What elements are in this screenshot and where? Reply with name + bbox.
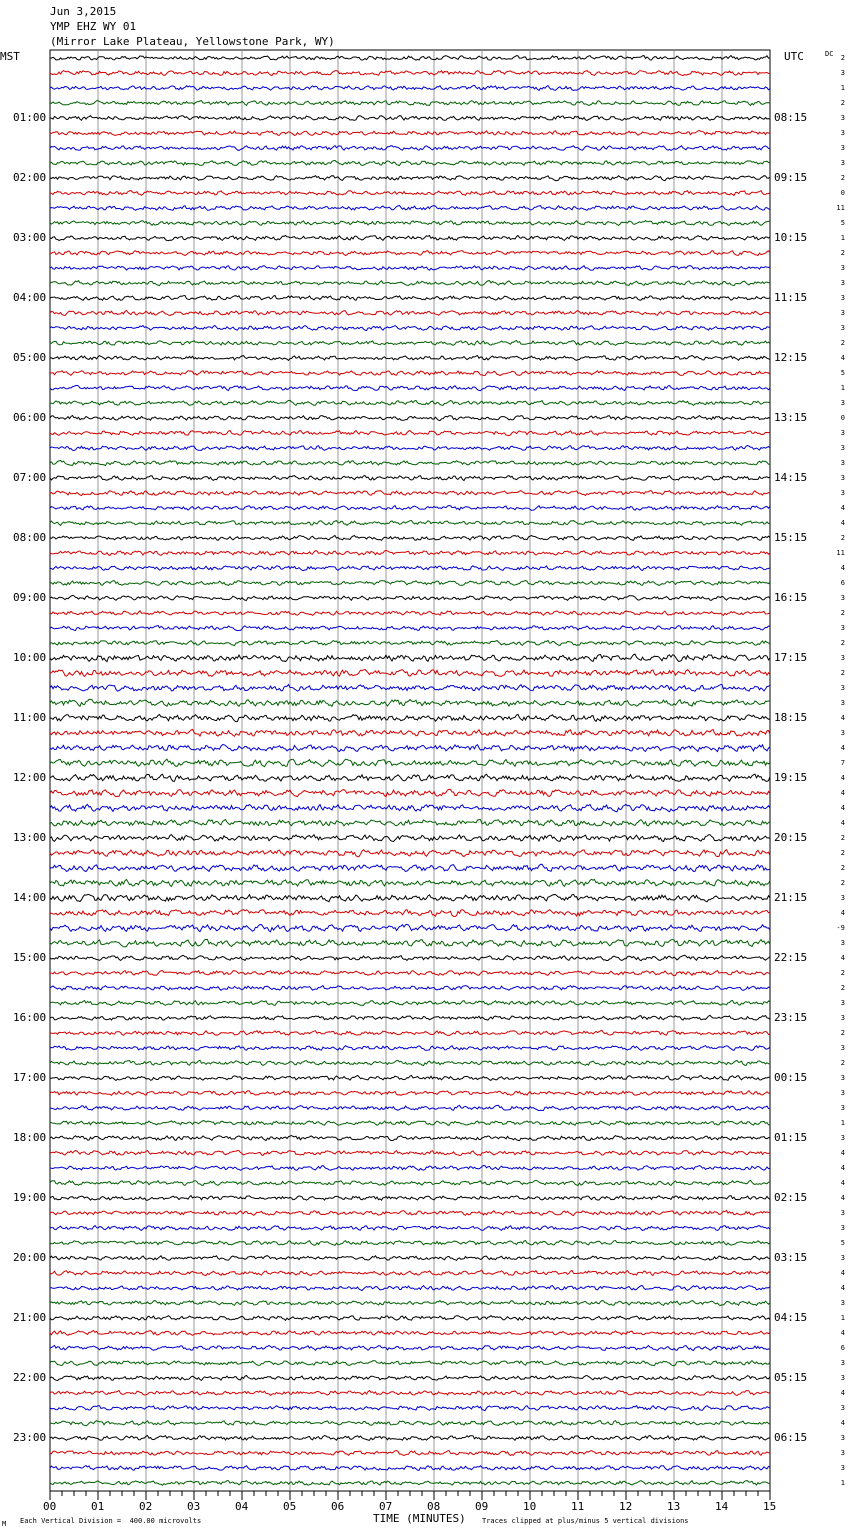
dc-offset-value: 3 [840,1404,845,1412]
hour-label-left: 05:00 [13,351,47,364]
hour-label-right: 12:15 [774,351,808,364]
dc-offset-value: 4 [840,1194,845,1202]
hour-label-right: 02:15 [774,1191,808,1204]
hour-label-right: 20:15 [774,831,808,844]
dc-offset-value: 4 [840,504,845,512]
dc-offset-value: 3 [840,159,845,167]
clip-note: Traces clipped at plus/minus 5 vertical divisions [482,1517,689,1525]
trace-row [50,626,770,631]
dc-offset-value: 2 [840,669,845,677]
dc-offset-value: -9 [836,924,845,932]
trace-row [50,581,770,586]
hour-label-left: 13:00 [13,831,47,844]
trace-row [50,550,770,555]
trace-row [50,56,770,61]
dc-offset-value: 6 [840,579,845,587]
trace-row [50,1466,770,1471]
dc-offset-value: 3 [840,144,845,152]
dc-offset-value: 2 [840,54,845,62]
dc-offset-value: 4 [840,1149,845,1157]
hour-label-right: 21:15 [774,891,808,904]
trace-row [50,879,770,886]
dc-offset-value: 5 [840,219,845,227]
trace-row [50,491,770,496]
trace-row [50,1406,770,1411]
x-tick-label: 14 [715,1500,729,1513]
hour-label-right: 17:15 [774,651,808,664]
trace-row [50,400,770,405]
trace-row [50,1015,770,1020]
trace-row [50,714,770,721]
x-tick-label: 07 [379,1500,393,1513]
x-tick-label: 06 [331,1500,345,1513]
trace-row [50,326,770,331]
trace-row [50,146,770,151]
dc-offset-value: 3 [840,1104,845,1112]
trace-row [50,1361,770,1366]
dc-offset-value: 3 [840,1224,845,1232]
trace-row [50,506,770,511]
trace-row [50,820,770,826]
dc-offset-value: 2 [840,639,845,647]
hour-label-left: 08:00 [13,531,47,544]
dc-offset-value: 4 [840,1389,845,1397]
hour-label-left: 01:00 [13,111,47,124]
trace-row [50,1241,770,1246]
dc-offset-value: 3 [840,1074,845,1082]
x-tick-label: 01 [91,1500,105,1513]
trace-row [50,641,770,646]
trace-row [50,536,770,541]
x-tick-label: 10 [523,1500,537,1513]
dc-offset-value: 4 [840,564,845,572]
dc-offset-value: 3 [840,684,845,692]
dc-offset-value: 3 [840,624,845,632]
trace-row [50,971,770,976]
dc-offset-value: 5 [840,1239,845,1247]
trace-row [50,1196,770,1201]
trace-row [50,1151,770,1156]
dc-offset-value: 3 [840,309,845,317]
trace-row [50,476,770,481]
trace-row [50,759,770,767]
dc-offset-value: 2 [840,879,845,887]
dc-offset-value: 3 [840,429,845,437]
trace-row [50,1166,770,1171]
hour-label-left: 02:00 [13,171,47,184]
hour-label-right: 05:15 [774,1371,808,1384]
dc-offset-value: 4 [840,519,845,527]
trace-row [50,729,770,736]
trace-row [50,206,770,211]
hour-label-left: 12:00 [13,771,47,784]
dc-offset-value: 0 [840,189,845,197]
hour-label-right: 01:15 [774,1131,808,1144]
dc-offset-value: 2 [840,339,845,347]
dc-offset-value: 3 [840,129,845,137]
chart-location: (Mirror Lake Plateau, Yellowstone Park, WY) [50,35,335,48]
trace-row [50,266,770,271]
trace-row [50,1301,770,1306]
trace-row [50,460,770,465]
x-tick-label: 04 [235,1500,249,1513]
trace-row [50,789,770,796]
hour-label-left: 10:00 [13,651,47,664]
dc-offset-value: 4 [840,1269,845,1277]
trace-row [50,281,770,286]
trace-row [50,566,770,571]
trace-row [50,1316,770,1321]
trace-row [50,955,770,960]
dc-offset-value: 3 [840,1434,845,1442]
trace-row [50,835,770,842]
dc-offset-value: 3 [840,1359,845,1367]
hour-label-left: 11:00 [13,711,47,724]
trace-row [50,699,770,706]
trace-row [50,1091,770,1096]
trace-row [50,670,770,677]
hour-label-right: 16:15 [774,591,808,604]
dc-offset-value: 4 [840,744,845,752]
scale-note: Each Vertical Division = 400.00 microvolts [20,1517,202,1525]
dc-offset-value: 3 [840,399,845,407]
x-tick-label: 00 [43,1500,57,1513]
x-tick-label: 15 [763,1500,777,1513]
dc-offset-value: 1 [840,1479,845,1487]
trace-row [50,910,770,917]
trace-row [50,1331,770,1336]
dc-offset-value: 3 [840,1089,845,1097]
trace-row [50,251,770,256]
dc-offset-value: 3 [840,894,845,902]
trace-row [50,1075,770,1080]
trace-row [50,939,770,947]
dc-offset-value: 3 [840,114,845,122]
chart-date: Jun 3,2015 [50,5,117,18]
hour-label-left: 18:00 [13,1131,47,1144]
dc-offset-value: 3 [840,1134,845,1142]
dc-offset-value: 1 [840,1314,845,1322]
hour-label-right: 14:15 [774,471,808,484]
trace-row [50,296,770,301]
hour-label-right: 11:15 [774,291,808,304]
trace-row [50,1105,770,1110]
corner-mark: M [2,1520,7,1528]
trace-row [50,745,770,752]
dc-offset-value: 4 [840,819,845,827]
trace-row [50,130,770,135]
trace-row [50,850,770,857]
trace-row [50,1436,770,1441]
hour-label-right: 09:15 [774,171,808,184]
dc-offset-value: 3 [840,294,845,302]
hour-label-right: 22:15 [774,951,808,964]
trace-row [50,85,770,90]
trace-row [50,371,770,376]
hour-label-left: 20:00 [13,1251,47,1264]
hour-label-left: 21:00 [13,1311,47,1324]
trace-row [50,1346,770,1351]
hour-label-left: 06:00 [13,411,47,424]
trace-row [50,1376,770,1381]
x-tick-label: 08 [427,1500,441,1513]
hour-label-right: 18:15 [774,711,808,724]
hour-label-right: 06:15 [774,1431,808,1444]
dc-offset-value: 3 [840,999,845,1007]
trace-row [50,341,770,346]
trace-row [50,1391,770,1396]
trace-row [50,176,770,181]
dc-offset-value: 3 [840,1044,845,1052]
dc-offset-value: 3 [840,654,845,662]
trace-row [50,774,770,781]
hour-label-right: 15:15 [774,531,808,544]
x-tick-label: 05 [283,1500,297,1513]
hour-label-right: 08:15 [774,111,808,124]
dc-offset-value: 2 [840,99,845,107]
dc-offset-value: 4 [840,909,845,917]
trace-row [50,1226,770,1231]
dc-offset-value: 2 [840,609,845,617]
trace-row [50,1256,770,1261]
dc-offset-value: 3 [840,1209,845,1217]
chart-station: YMP EHZ WY 01 [50,20,137,33]
dc-offset-value: 3 [840,444,845,452]
x-tick-label: 09 [475,1500,489,1513]
trace-row [50,101,770,106]
dc-offset-value: 3 [840,939,845,947]
trace-row [50,611,770,616]
trace-row [50,986,770,991]
left-timezone: MST [0,50,20,63]
trace-row [50,431,770,436]
dc-offset-value: 2 [840,534,845,542]
dc-offset-value: 3 [840,1449,845,1457]
dc-offset-value: 4 [840,774,845,782]
dc-offset-value: 4 [840,714,845,722]
trace-row [50,221,770,226]
trace-row [50,191,770,196]
trace-row [50,1136,770,1141]
hour-label-left: 15:00 [13,951,47,964]
trace-row [50,521,770,526]
hour-label-left: 09:00 [13,591,47,604]
trace-row [50,804,770,812]
dc-offset-value: 2 [840,969,845,977]
dc-offset-value: 3 [840,1254,845,1262]
x-tick-label: 02 [139,1500,153,1513]
dc-offset-value: 4 [840,1179,845,1187]
trace-row [50,924,770,931]
trace-row [50,385,770,390]
dc-offset-value: 2 [840,1059,845,1067]
dc-offset-value: 2 [840,849,845,857]
hour-label-left: 16:00 [13,1011,47,1024]
hour-label-left: 19:00 [13,1191,47,1204]
hour-label-right: 10:15 [774,231,808,244]
trace-row [50,1421,770,1426]
trace-row [50,1121,770,1126]
dc-offset-value: 6 [840,1344,845,1352]
dc-offset-value: 4 [840,1164,845,1172]
dc-offset-value: 3 [840,729,845,737]
hour-label-right: 00:15 [774,1071,808,1084]
trace-row [50,446,770,451]
trace-row [50,71,770,76]
dc-offset-value: 4 [840,789,845,797]
dc-offset-value: 2 [840,249,845,257]
hour-label-right: 19:15 [774,771,808,784]
dc-offset-value: 2 [840,174,845,182]
dc-offset-value: 4 [840,954,845,962]
dc-offset-value: 3 [840,594,845,602]
hour-label-right: 23:15 [774,1011,808,1024]
x-tick-label: 03 [187,1500,201,1513]
hour-label-right: 03:15 [774,1251,808,1264]
hour-label-left: 04:00 [13,291,47,304]
trace-row [50,1180,770,1185]
hour-label-left: 03:00 [13,231,47,244]
trace-row [50,1481,770,1486]
trace-row [50,595,770,600]
dc-offset-value: 3 [840,1014,845,1022]
trace-row [50,355,770,360]
trace-row [50,1286,770,1291]
dc-offset-value: 4 [840,1419,845,1427]
trace-row [50,685,770,692]
hour-label-left: 14:00 [13,891,47,904]
trace-row [50,116,770,121]
dc-offset-value: 3 [840,279,845,287]
dc-offset-value: 1 [840,234,845,242]
right-timezone: UTC [784,50,804,63]
trace-row [50,1001,770,1006]
dc-offset-value: 3 [840,69,845,77]
dc-offset-value: 3 [840,264,845,272]
dc-offset-value: 3 [840,699,845,707]
hour-label-left: 17:00 [13,1071,47,1084]
dc-offset-value: 2 [840,1029,845,1037]
dc-label: DC [825,50,834,58]
trace-row [50,311,770,316]
hour-label-right: 04:15 [774,1311,808,1324]
hour-label-left: 22:00 [13,1371,47,1384]
hour-label-left: 23:00 [13,1431,47,1444]
dc-offset-value: 11 [836,549,845,557]
dc-offset-value: 4 [840,1329,845,1337]
trace-row [50,1046,770,1051]
dc-offset-value: 7 [840,759,845,767]
trace-row [50,1451,770,1456]
dc-offset-value: 4 [840,1284,845,1292]
dc-offset-value: 2 [840,864,845,872]
trace-row [50,1060,770,1065]
trace-row [50,236,770,241]
dc-offset-value: 11 [836,204,845,212]
dc-offset-value: 1 [840,1119,845,1127]
dc-offset-value: 3 [840,459,845,467]
trace-row [50,1270,770,1275]
dc-offset-value: 3 [840,489,845,497]
dc-offset-value: 5 [840,369,845,377]
dc-offset-value: 3 [840,1299,845,1307]
trace-row [50,416,770,421]
trace-row [50,894,770,902]
trace-row [50,864,770,871]
dc-offset-value: 0 [840,414,845,422]
dc-offset-value: 3 [840,1374,845,1382]
dc-offset-value: 2 [840,984,845,992]
trace-row [50,654,770,662]
dc-offset-value: 3 [840,1464,845,1472]
x-tick-label: 11 [571,1500,585,1513]
trace-row [50,160,770,165]
x-tick-label: 13 [667,1500,681,1513]
hour-label-left: 07:00 [13,471,47,484]
dc-offset-value: 2 [840,834,845,842]
dc-offset-value: 3 [840,324,845,332]
x-axis-title: TIME (MINUTES) [373,1512,466,1525]
dc-offset-value: 1 [840,84,845,92]
dc-offset-value: 4 [840,354,845,362]
hour-label-right: 13:15 [774,411,808,424]
trace-row [50,1211,770,1216]
dc-offset-value: 3 [840,474,845,482]
dc-offset-value: 4 [840,804,845,812]
dc-offset-value: 1 [840,384,845,392]
x-tick-label: 12 [619,1500,633,1513]
trace-row [50,1031,770,1036]
